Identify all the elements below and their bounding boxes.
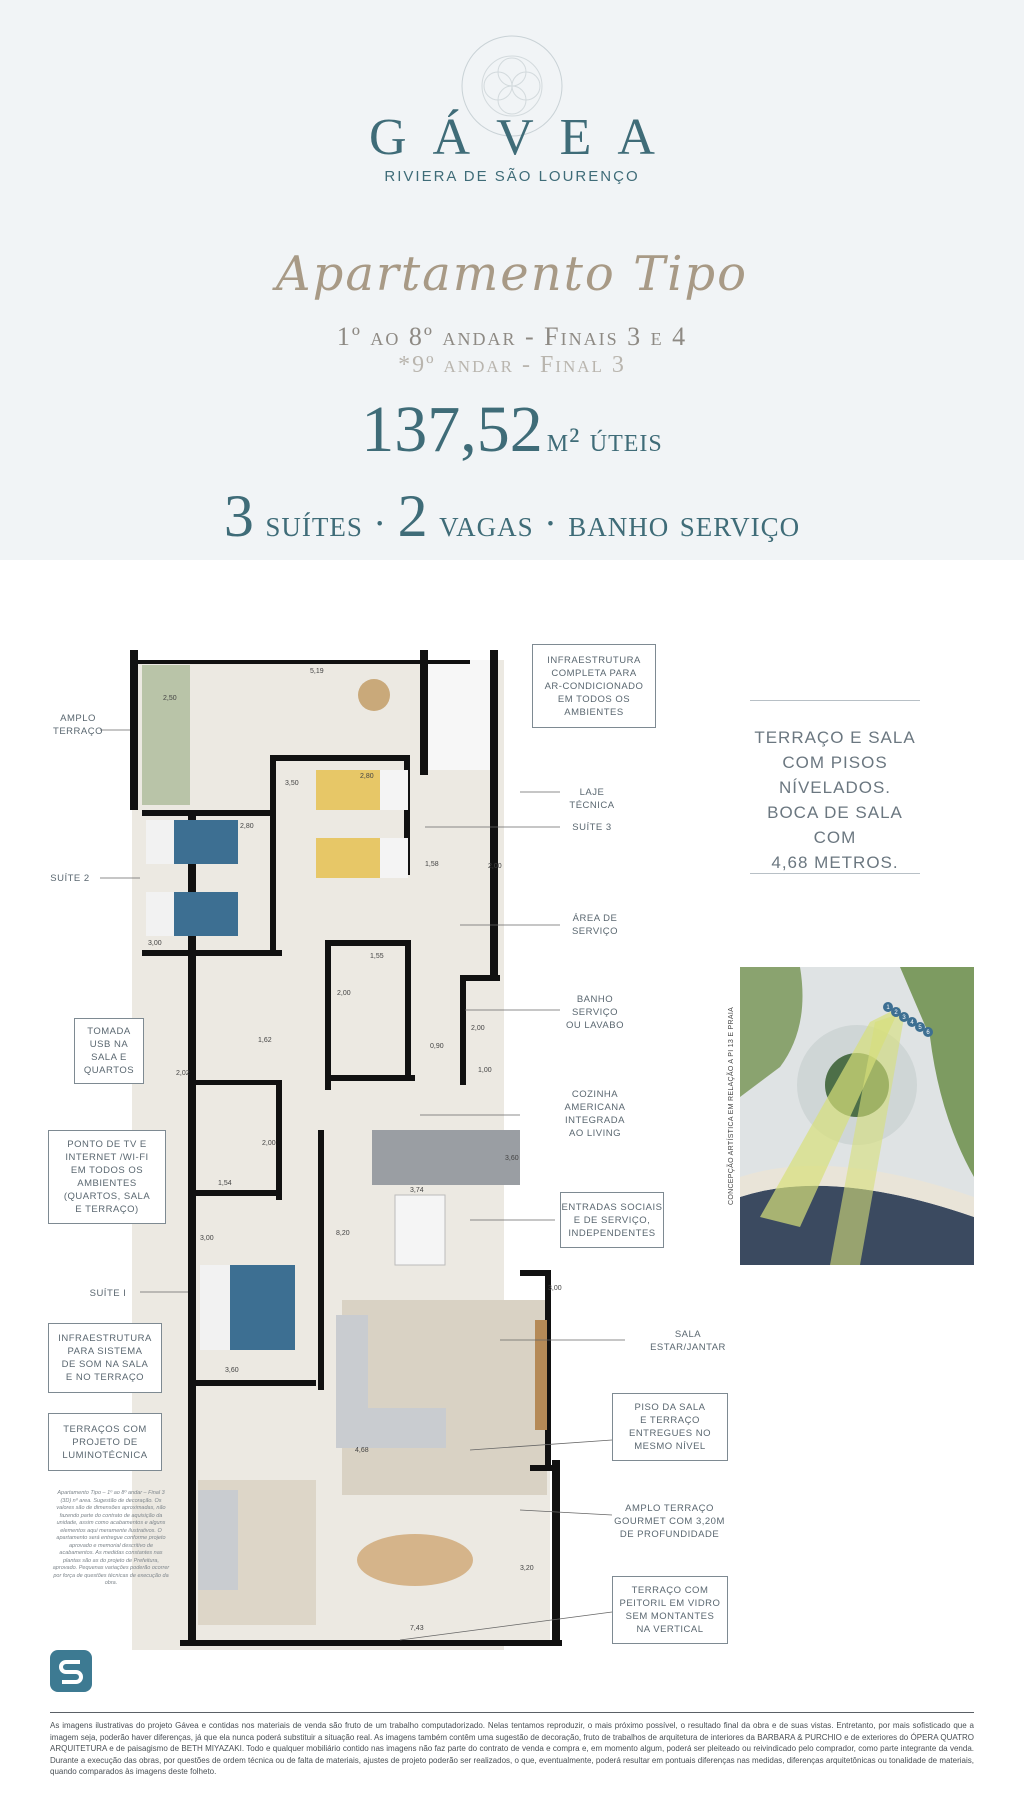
dim-label: 3,00	[548, 1285, 562, 1292]
dim-label: 1,62	[258, 1037, 272, 1044]
dim-label: 3,74	[410, 1187, 424, 1194]
area-value: 137,52	[361, 393, 543, 466]
floors-line-2: *9º andar - Final 3	[398, 352, 626, 378]
dim-label: 3,20	[520, 1565, 534, 1572]
callout-piso-sala: PISO DA SALA E TERRAÇO ENTREGUES NO MESMO NÍVEL	[612, 1393, 728, 1461]
dim-label: 0,90	[430, 1043, 444, 1050]
dim-label: 1,58	[425, 861, 439, 868]
separator-1: ·	[373, 503, 388, 545]
callout-ponto-tv: PONTO DE TV E INTERNET /WI-FI EM TODOS OS AMBIENTES (QUARTOS, SALA E TERRAÇO)	[48, 1130, 166, 1224]
dim-label: 4,68	[355, 1447, 369, 1454]
floors-line-1: 1º ao 8º andar - Finais 3 e 4	[336, 322, 688, 351]
map-unit-label: 4	[910, 1020, 914, 1026]
terrace-sofa	[198, 1490, 238, 1590]
label-amplo-terraco: AMPLO TERRAÇO	[53, 713, 103, 737]
callout-tomada-usb: TOMADA USB NA SALA E QUARTOS	[74, 1018, 144, 1084]
dim-label: 2,00	[488, 863, 502, 870]
tv-wall	[535, 1320, 547, 1430]
callout-terracos-luminotecnica: TERRAÇOS COM PROJETO DE LUMINOTÉCNICA	[48, 1413, 162, 1471]
dining-table	[395, 1195, 445, 1265]
vagas-label: vagas	[439, 503, 534, 545]
dim-label: 2,00	[337, 990, 351, 997]
dim-label: 1,00	[478, 1067, 492, 1074]
suites-label: suítes	[265, 503, 363, 545]
side-note-rule-bottom	[750, 873, 920, 874]
dim-label: 3,60	[225, 1367, 239, 1374]
map-caption: CONCEPÇÃO ARTÍSTICA EM RELAÇÃO A PI 13 E PRAIA	[728, 1006, 735, 1205]
dim-label: 2,80	[360, 773, 374, 780]
label-laje-tecnica: LAJE TÉCNICA	[569, 787, 615, 811]
brand-name: GÁVEA	[369, 109, 681, 166]
callout-terraco-peitoril: TERRAÇO COM PEITORIL EM VIDRO SEM MONTANTES NA VERTICAL	[612, 1576, 728, 1644]
label-suite-3: SUÍTE 3	[572, 822, 612, 833]
map-unit-label: 3	[902, 1015, 906, 1021]
location-map	[740, 967, 974, 1265]
terrace-table	[357, 1534, 473, 1586]
legal-disclaimer: As imagens ilustrativas do projeto Gávea e contidas nos materiais de venda são fruto de um trabalho computadorizado. Nelas tentamos reproduzir, o mais próximo possível, o resultado final da obra e de suas vistas. Entretanto, por mais sofisticado que a imagem seja, poderão haver diferenças, já que ela nunca poderá substituir a situação real. As imagens também contêm uma sugestão de decoração, fruto de trabalhos de arquitetura de interiores da BARBARA & PURCHIO e de exteriores do ÓPERA QUATRO ARQUITETURA e de paisagismo de BETH MIYAZAKI. Todo e qualquer mobiliário contido nas imagens não faz parte do contrato de venda e compra e, em momento algum, poderá ser pleiteado ou reivindicado pelo comprador, como parte integrante da venda. Durante a execução das obras, por questões de ordem técnica ou de falta de materiais, ajustes de projeto poderão ser realizados, o que, eventualmente, poderá resultar em pontuais diferenças nas medidas, diferenças arquitetônicas ou tonalidade de materiais, quando comparados às imagens deste folheto.	[50, 1721, 974, 1776]
dim-label: 2,50	[163, 695, 177, 702]
footer-rule	[50, 1712, 974, 1713]
dim-label: 5,19	[310, 668, 324, 675]
map-unit-label: 1	[886, 1005, 890, 1011]
round-table-top	[358, 679, 390, 711]
callout-infra-ar: INFRAESTRUTURA COMPLETA PARA AR-CONDICIONADO EM TODOS OS AMBIENTES	[532, 644, 656, 728]
dim-label: 3,50	[285, 780, 299, 787]
label-amplo-terraco-gourmet: AMPLO TERRAÇO GOURMET COM 3,20M DE PROFUNDIDADE	[614, 1503, 725, 1540]
side-note: TERRAÇO E SALA COM PISOS NÍVELADOS. BOCA DE SALA COM 4,68 METROS.	[754, 728, 916, 872]
callout-entradas: ENTRADAS SOCIAIS E DE SERVIÇO, INDEPENDENTES	[560, 1192, 664, 1248]
script-title: Apartamento Tipo	[275, 246, 749, 302]
separator-2: ·	[544, 503, 558, 545]
area-unit: m² úteis	[546, 422, 663, 459]
vagas-count: 2	[397, 483, 429, 549]
label-area-servico: ÁREA DE SERVIÇO	[571, 913, 619, 937]
map-unit-label: 6	[926, 1030, 930, 1036]
planter-top	[142, 665, 190, 805]
kitchen-counter	[372, 1130, 520, 1185]
dim-label: 7,43	[410, 1625, 424, 1632]
developer-logo-icon	[50, 1650, 92, 1692]
dim-label: 8,20	[336, 1230, 350, 1237]
brand-subtitle: RIVIERA DE SÃO LOURENÇO	[384, 168, 640, 185]
dim-label: 3,00	[148, 940, 162, 947]
plan-footnote: Apartamento Tipo – 1º ao 8º andar – Final 3 (3D) nº area. Sugestão de decoração. Os valores são de dimensões aproximadas, não fazendo parte do contrato de aquisição da unidade, assim como acabamentos e alguns elementos aqui meramente ilustrativos. O apartamento será entregue conforme projeto aprovado e memorial descritivo de acabamentos. As medidas constantes nas plantas são as do projeto de Prefeitura, aprovado. Pequenas variações poderão ocorrer por força de questões técnicas de execução da obra.	[52, 1490, 170, 1586]
dim-label: 1,54	[218, 1180, 232, 1187]
suites-count: 3	[223, 483, 255, 549]
label-suite-2: SUÍTE 2	[50, 873, 90, 884]
dim-label: 3,00	[200, 1235, 214, 1242]
dim-label: 3,60	[505, 1155, 519, 1162]
callout-infra-som: INFRAESTRUTURA PARA SISTEMA DE SOM NA SALA E NO TERRAÇO	[48, 1323, 162, 1393]
side-note-rule-top	[750, 700, 920, 701]
label-sala: SALA ESTAR/JANTAR	[650, 1329, 726, 1353]
dim-label: 2,00	[471, 1025, 485, 1032]
map-unit-label: 5	[918, 1025, 922, 1031]
dim-label: 1,55	[370, 953, 384, 960]
banho-servico-label: banho serviço	[568, 503, 801, 545]
dim-label: 2,02	[176, 1070, 190, 1077]
label-banho-servico: BANHO SERVIÇO OU LAVABO	[566, 994, 624, 1031]
dim-label: 2,80	[240, 823, 254, 830]
sofa-base	[336, 1408, 446, 1448]
map-unit-label: 2	[894, 1010, 898, 1016]
label-cozinha: COZINHA AMERICANA INTEGRADA AO LIVING	[564, 1089, 626, 1139]
label-suite-1: SUÍTE I	[89, 1288, 127, 1299]
dim-label: 2,00	[262, 1140, 276, 1147]
